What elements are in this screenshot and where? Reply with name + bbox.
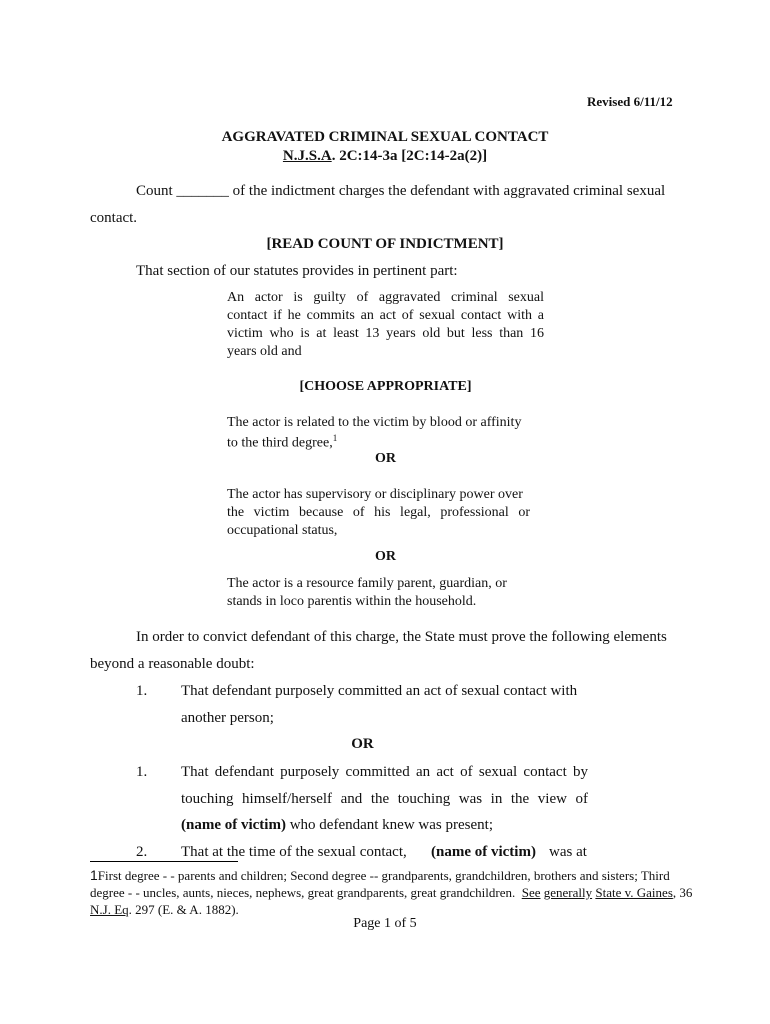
element-1b-line-1: That defendant purposely committed an act of sexual contact by [181,764,588,780]
victim-name-placeholder: (name of victim) [181,817,286,833]
statute-intro: That section of our statutes provides in pertinent part: [136,263,458,279]
footnote-separator [90,861,238,862]
element-2-line-1-b: was at [549,844,587,860]
option-2-line-1: The actor has supervisory or disciplinary power over [227,487,523,502]
quote-line-3: victim who is at least 13 years old but less than 16 [227,326,544,341]
elements-intro-line-1: In order to convict defendant of this charge, the State must prove the following elements [136,629,667,645]
footnote-volume: , 36 [672,885,693,900]
footnote-reporter: N.J. Eq [90,902,129,917]
option-1-line-2 [227,433,337,452]
revised-date: Revised 6/11/12 [587,94,673,109]
footnote-generally: generally [543,885,593,900]
quote-line-2: contact if he commits an act of sexual contact with a [227,308,544,323]
statute-citation [0,148,770,165]
footnote-reference[interactable]: 1 [332,433,338,443]
footnote-line-1-text: First degree - - parents and children; Second degree -- grandparents, grandchildren, brothers and sisters; Third [97,868,670,883]
choose-appropriate-heading: [CHOOSE APPROPRIATE] [299,379,472,394]
element-1b-line-2: touching himself/herself and the touching was in the view of [181,791,588,807]
footnote-line-2 [90,885,692,901]
element-1a-line-1: That defendant purposely committed an act of sexual contact with [181,683,578,699]
option-2-line-3: occupational status, [227,523,338,538]
statute-abbrev: N.J.S.A [282,148,332,164]
element-1b-number: 1. [136,764,148,780]
footnote-marker: 1 [90,867,98,883]
element-2-number: 2. [136,844,148,860]
element-2-line-1-a: That at the time of the sexual contact, [181,844,407,860]
option-2-line-2: the victim because of his legal, professional or [227,505,530,520]
footnote-line-2-text: degree - - uncles, aunts, nieces, nephews, great grandparents, great grandchildren. [90,885,522,900]
option-3-line-2: stands in loco parentis within the household. [227,594,477,609]
quote-line-4: years old and [227,344,302,359]
intro-line-2: contact. [90,210,138,226]
option-1-line-1: The actor is related to the victim by blood or affinity [227,415,522,430]
option-3-line-1: The actor is a resource family parent, guardian, or [227,576,507,591]
or-separator-2: OR [375,549,396,564]
quote-line-1: An actor is guilty of aggravated criminal sexual [227,290,544,305]
or-separator-1: OR [375,451,396,466]
statute-number: . 2C:14-3a [2C:14-2a(2)] [331,148,488,164]
element-1a-line-2: another person; [181,710,274,726]
element-2-victim-placeholder: (name of victim) [431,844,536,860]
element-1a-number: 1. [136,683,148,699]
footnote-line-1 [90,867,670,884]
elements-intro-line-2: beyond a reasonable doubt: [90,656,255,672]
footnote-see: See [521,885,541,900]
read-count-heading: [READ COUNT OF INDICTMENT] [266,236,504,252]
or-separator-3: OR [351,736,374,752]
footnote-line-3-text: . 297 (E. & A. 1882). [128,902,239,917]
element-1b-line-3-text: who defendant knew was present; [285,817,493,833]
intro-line-1: Count _______ of the indictment charges the defendant with aggravated criminal sexual [136,183,666,199]
option-1-text: to the third degree, [227,435,333,451]
document-title: AGGRAVATED CRIMINAL SEXUAL CONTACT [221,129,549,145]
element-1b-line-3 [181,817,493,834]
page-number: Page 1 of 5 [353,916,417,931]
footnote-case-name[interactable]: State v. Gaines [595,885,673,900]
